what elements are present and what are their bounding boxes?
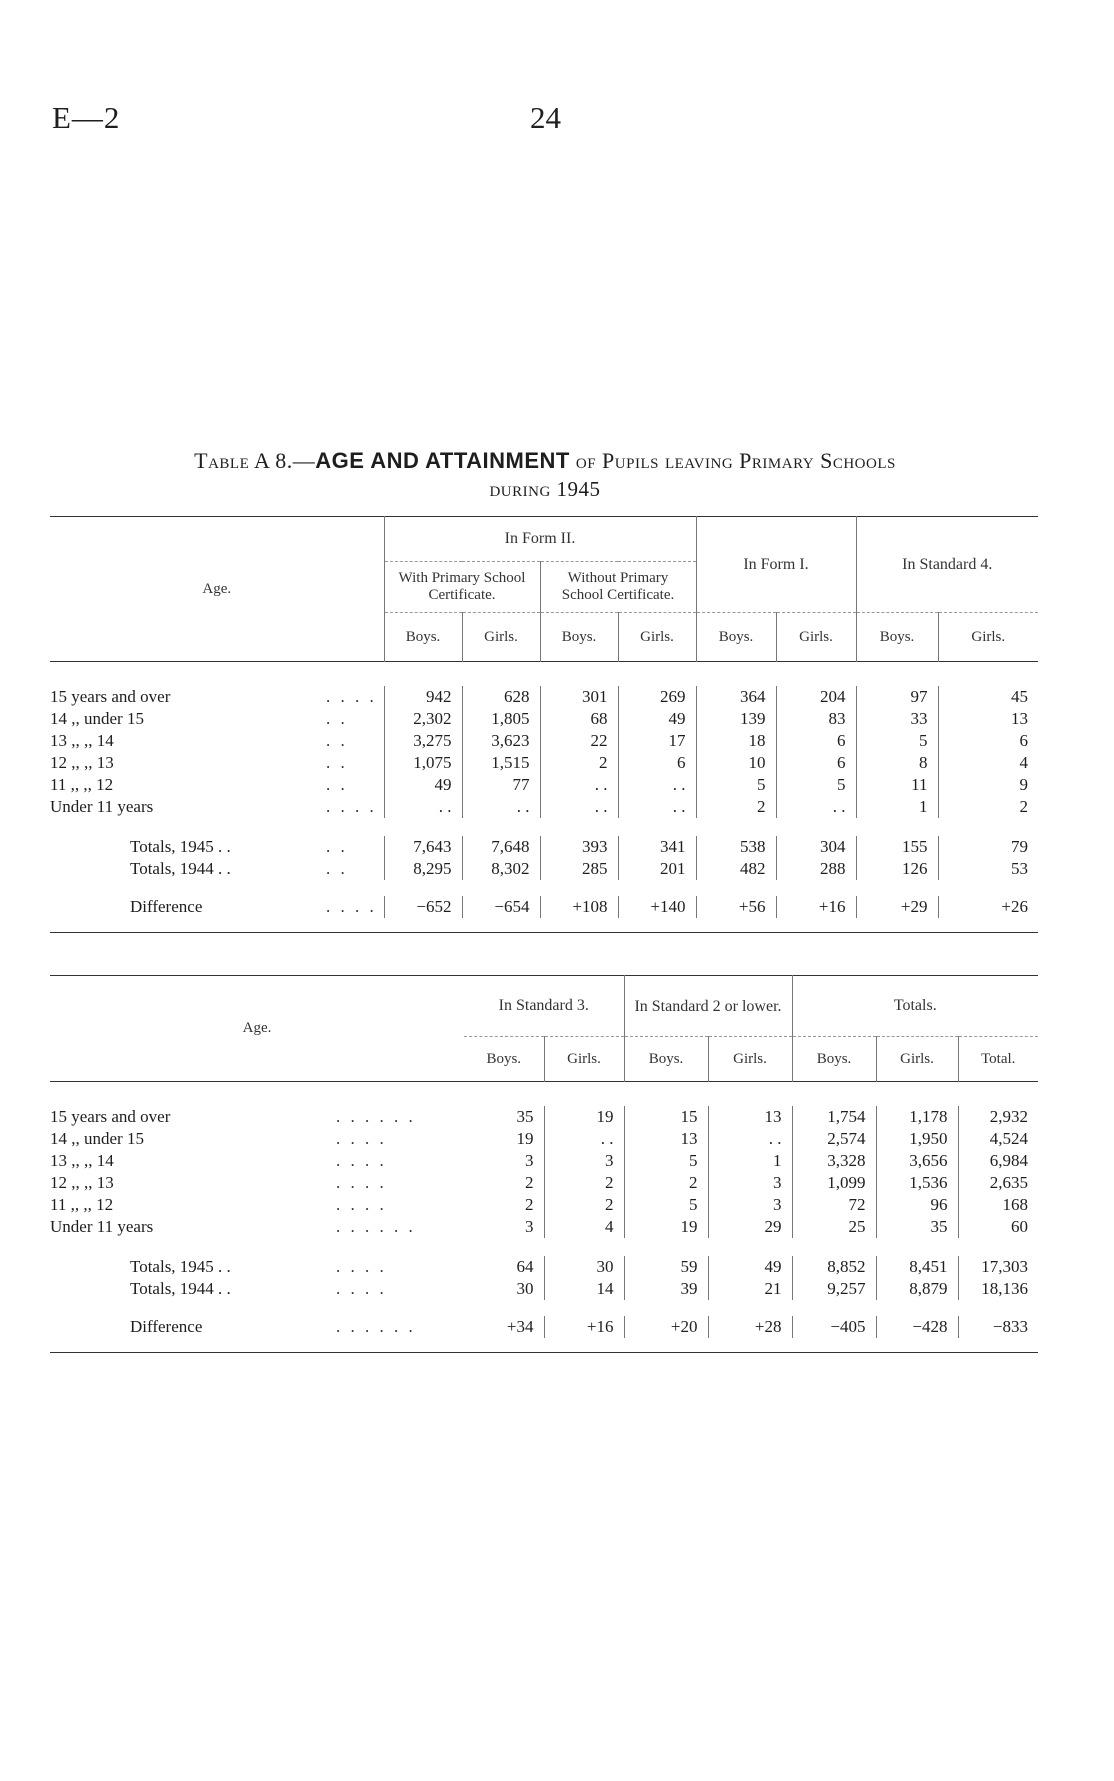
cell-value: 1: [856, 796, 938, 818]
row-label: 14 ,, under 15: [50, 709, 144, 728]
row-label: 11 ,, ,, 12: [50, 1195, 114, 1214]
cell-value: 269: [618, 686, 696, 708]
cell-value: 1,515: [462, 752, 540, 774]
cell-value: 301: [540, 686, 618, 708]
cell-value: 3: [525, 1151, 534, 1170]
cell-value: 19: [624, 1216, 708, 1238]
leader-dots: . . . . . .: [336, 1107, 416, 1126]
cell-value: 8: [856, 752, 938, 774]
row-spacer: [50, 1082, 1038, 1107]
cell-value: 6: [776, 752, 856, 774]
table-row: [50, 752, 1038, 774]
cell-value: 5: [624, 1194, 708, 1216]
col-label: Girls.: [776, 613, 856, 662]
leader-dots: . .: [326, 837, 348, 856]
table-row: [50, 1216, 1038, 1238]
title-prefix: Table A 8.—: [194, 448, 316, 473]
cell-value: 2: [525, 1173, 534, 1192]
cell-value: 4,524: [958, 1128, 1038, 1150]
cell-value: +56: [696, 896, 776, 918]
table-row: [50, 774, 1038, 796]
cell-value: 49: [708, 1256, 792, 1278]
cell-value: 201: [618, 858, 696, 880]
cell-value: 22: [540, 730, 618, 752]
cell-value: . .: [618, 774, 696, 796]
leader-dots: . .: [326, 731, 348, 750]
cell-value: 3: [708, 1172, 792, 1194]
cell-value: 35: [876, 1216, 958, 1238]
cell-value: 4: [544, 1216, 624, 1238]
col-label: Girls.: [618, 613, 696, 662]
table-row: [50, 686, 1038, 708]
leader-dots: . . . .: [336, 1195, 387, 1214]
cell-value: 8,302: [462, 858, 540, 880]
cell-value: 1,805: [462, 708, 540, 730]
cell-value: 9: [938, 774, 1038, 796]
leader-dots: . .: [326, 709, 348, 728]
cell-value: 8,451: [876, 1256, 958, 1278]
cell-value: 3: [525, 1217, 534, 1236]
cell-value: −405: [792, 1316, 876, 1338]
cell-value: . .: [540, 774, 618, 796]
totals-row: [50, 836, 1038, 858]
cell-value: 2,302: [384, 708, 462, 730]
cell-value: 49: [618, 708, 696, 730]
row-label: 11 ,, ,, 12: [50, 775, 114, 794]
leader-dots: . .: [326, 775, 348, 794]
cell-value: 1,536: [876, 1172, 958, 1194]
cell-value: 3,656: [876, 1150, 958, 1172]
cell-value: 17,303: [958, 1256, 1038, 1278]
col-label: Boys.: [696, 613, 776, 662]
cell-value: 13: [938, 708, 1038, 730]
cell-value: 60: [958, 1216, 1038, 1238]
row-spacer: [50, 818, 1038, 836]
cell-value: 538: [696, 836, 776, 858]
cell-value: . .: [384, 796, 462, 818]
age-header: Age.: [242, 1020, 272, 1036]
leader-dots: . . . . . .: [336, 1317, 416, 1336]
cell-value: 8,879: [876, 1278, 958, 1300]
cell-value: 68: [540, 708, 618, 730]
cell-value: 30: [544, 1256, 624, 1278]
cell-value: 628: [462, 686, 540, 708]
group-totals: Totals.: [792, 976, 1038, 1037]
cell-value: 18: [696, 730, 776, 752]
cell-value: 1,178: [876, 1106, 958, 1128]
col-label: Girls.: [938, 613, 1038, 662]
cell-value: 45: [938, 686, 1038, 708]
cell-value: 482: [696, 858, 776, 880]
table-title: [50, 447, 1040, 503]
cell-value: 2,574: [792, 1128, 876, 1150]
cell-value: 5: [856, 730, 938, 752]
cell-value: 5: [696, 774, 776, 796]
table-row: [50, 1128, 1038, 1150]
cell-value: . .: [708, 1128, 792, 1150]
group-form1: In Form I.: [696, 517, 856, 613]
cell-value: 4: [938, 752, 1038, 774]
cell-value: 155: [856, 836, 938, 858]
row-label: 15 years and over: [50, 687, 171, 706]
cell-value: 5: [776, 774, 856, 796]
cell-value: 942: [384, 686, 462, 708]
col-label: Total.: [958, 1037, 1038, 1082]
difference-row: [50, 1316, 1038, 1338]
row-label: 13 ,, ,, 14: [50, 1151, 114, 1170]
cell-value: 83: [776, 708, 856, 730]
cell-value: 13: [708, 1106, 792, 1128]
cell-value: 11: [856, 774, 938, 796]
cell-value: 29: [708, 1216, 792, 1238]
cell-value: 30: [516, 1279, 534, 1298]
cell-value: 8,852: [792, 1256, 876, 1278]
col-label: Boys.: [792, 1037, 876, 1082]
cell-value: 8,295: [384, 858, 462, 880]
cell-value: −833: [958, 1316, 1038, 1338]
cell-value: 19: [544, 1106, 624, 1128]
row-label: 12 ,, ,, 13: [50, 753, 114, 772]
row-label: Totals, 1945 . .: [130, 837, 231, 856]
title-bold: AGE AND ATTAINMENT: [315, 448, 570, 473]
totals-row: [50, 858, 1038, 880]
cell-value: 5: [624, 1150, 708, 1172]
cell-value: +16: [776, 896, 856, 918]
row-spacer: [50, 880, 1038, 896]
cell-value: 13: [624, 1128, 708, 1150]
cell-value: 139: [696, 708, 776, 730]
cell-value: 2,932: [958, 1106, 1038, 1128]
col-label: Girls.: [876, 1037, 958, 1082]
cell-value: 1,099: [792, 1172, 876, 1194]
totals-row: [50, 1278, 1038, 1300]
cell-value: 9,257: [792, 1278, 876, 1300]
cell-value: 2,635: [958, 1172, 1038, 1194]
cell-value: 2: [540, 752, 618, 774]
leader-dots: . .: [326, 859, 348, 878]
cell-value: 364: [696, 686, 776, 708]
cell-value: +108: [540, 896, 618, 918]
cell-value: +140: [618, 896, 696, 918]
cell-value: 77: [462, 774, 540, 796]
cell-value: 1,950: [876, 1128, 958, 1150]
cell-value: 2: [525, 1195, 534, 1214]
cell-value: 2: [938, 796, 1038, 818]
cell-value: +26: [938, 896, 1038, 918]
row-spacer: [50, 1338, 1038, 1353]
cell-value: 18,136: [958, 1278, 1038, 1300]
document-reference: E—2: [52, 100, 121, 135]
col-label: Boys.: [624, 1037, 708, 1082]
cell-value: 168: [958, 1194, 1038, 1216]
row-label: Under 11 years: [50, 797, 154, 816]
leader-dots: . . . .: [336, 1129, 387, 1148]
row-label: 15 years and over: [50, 1107, 171, 1126]
cell-value: +28: [708, 1316, 792, 1338]
group-form2: In Form II.: [384, 517, 696, 562]
cell-value: 288: [776, 858, 856, 880]
cell-value: 33: [856, 708, 938, 730]
leader-dots: . . . .: [336, 1151, 387, 1170]
cell-value: . .: [462, 796, 540, 818]
group-standard3: In Standard 3.: [464, 976, 624, 1037]
row-spacer: [50, 1238, 1038, 1256]
row-spacer: [50, 1300, 1038, 1316]
row-spacer: [50, 662, 1038, 687]
cell-value: 126: [856, 858, 938, 880]
row-label: Totals, 1945 . .: [130, 1257, 231, 1276]
cell-value: +34: [506, 1317, 534, 1336]
cell-value: 49: [384, 774, 462, 796]
cell-value: 25: [792, 1216, 876, 1238]
cell-value: 7,643: [384, 836, 462, 858]
cell-value: 2: [624, 1172, 708, 1194]
cell-value: . .: [776, 796, 856, 818]
row-label: Difference: [130, 897, 203, 916]
cell-value: 3,328: [792, 1150, 876, 1172]
cell-value: 7,648: [462, 836, 540, 858]
table-row: [50, 1194, 1038, 1216]
cell-value: 204: [776, 686, 856, 708]
cell-value: 59: [624, 1256, 708, 1278]
cell-value: 3: [708, 1194, 792, 1216]
subgroup-without-certificate: Without Primary School Certificate.: [540, 562, 696, 613]
leader-dots: . .: [326, 753, 348, 772]
table-row: [50, 730, 1038, 752]
cell-value: 39: [624, 1278, 708, 1300]
col-label: Boys.: [856, 613, 938, 662]
table-form-standard4: [50, 516, 1038, 933]
col-label: Girls.: [708, 1037, 792, 1082]
cell-value: 14: [544, 1278, 624, 1300]
page-number: 24: [530, 100, 561, 135]
cell-value: 64: [516, 1257, 534, 1276]
table-row: [50, 1106, 1038, 1128]
cell-value: 3,623: [462, 730, 540, 752]
table-row: [50, 1172, 1038, 1194]
leader-dots: . . . . . .: [336, 1217, 416, 1236]
difference-row: [50, 896, 1038, 918]
age-header: Age.: [202, 580, 232, 597]
cell-value: 3,275: [384, 730, 462, 752]
row-label: Totals, 1944 . .: [130, 1279, 231, 1298]
cell-value: 341: [618, 836, 696, 858]
cell-value: 15: [624, 1106, 708, 1128]
group-standard2-lower: In Standard 2 or lower.: [624, 976, 792, 1037]
cell-value: 2: [544, 1194, 624, 1216]
cell-value: 96: [876, 1194, 958, 1216]
cell-value: 35: [516, 1107, 534, 1126]
totals-row: [50, 1256, 1038, 1278]
subgroup-with-certificate: With Primary School Certificate.: [384, 562, 540, 613]
cell-value: 6: [938, 730, 1038, 752]
title-rest: of Pupils leaving Primary Schools: [569, 448, 896, 473]
cell-value: 3: [544, 1150, 624, 1172]
cell-value: 6: [618, 752, 696, 774]
cell-value: 97: [856, 686, 938, 708]
cell-value: 2: [696, 796, 776, 818]
leader-dots: . . . .: [326, 897, 377, 916]
col-label: Boys.: [540, 613, 618, 662]
cell-value: 2: [544, 1172, 624, 1194]
cell-value: . .: [540, 796, 618, 818]
row-label: Difference: [130, 1317, 203, 1336]
cell-value: 285: [540, 858, 618, 880]
leader-dots: . . . .: [336, 1279, 387, 1298]
leader-dots: . . . .: [326, 797, 377, 816]
cell-value: 17: [618, 730, 696, 752]
cell-value: 53: [938, 858, 1038, 880]
title-line2: during 1945: [489, 477, 601, 501]
cell-value: 304: [776, 836, 856, 858]
table-row: [50, 796, 1038, 818]
leader-dots: . . . .: [326, 687, 377, 706]
cell-value: 6,984: [958, 1150, 1038, 1172]
cell-value: 6: [776, 730, 856, 752]
row-label: 13 ,, ,, 14: [50, 731, 114, 750]
table-row: [50, 1150, 1038, 1172]
row-label: Totals, 1944 . .: [130, 859, 231, 878]
cell-value: −428: [876, 1316, 958, 1338]
cell-value: 72: [792, 1194, 876, 1216]
col-label: Boys.: [486, 1050, 522, 1067]
row-spacer: [50, 918, 1038, 933]
page-header: [0, 100, 1114, 140]
col-label: Boys.: [384, 613, 462, 662]
cell-value: 79: [938, 836, 1038, 858]
cell-value: 19: [516, 1129, 534, 1148]
cell-value: 21: [708, 1278, 792, 1300]
cell-value: 393: [540, 836, 618, 858]
cell-value: +29: [856, 896, 938, 918]
cell-value: +16: [544, 1316, 624, 1338]
cell-value: 1: [708, 1150, 792, 1172]
row-label: Under 11 years: [50, 1217, 154, 1236]
cell-value: −652: [384, 896, 462, 918]
cell-value: . .: [544, 1128, 624, 1150]
leader-dots: . . . .: [336, 1173, 387, 1192]
row-label: 14 ,, under 15: [50, 1129, 144, 1148]
cell-value: 1,754: [792, 1106, 876, 1128]
row-label: 12 ,, ,, 13: [50, 1173, 114, 1192]
cell-value: 10: [696, 752, 776, 774]
table-row: [50, 708, 1038, 730]
group-standard4: In Standard 4.: [856, 517, 1038, 613]
cell-value: . .: [618, 796, 696, 818]
col-label: Girls.: [462, 613, 540, 662]
cell-value: +20: [624, 1316, 708, 1338]
col-label: Girls.: [544, 1037, 624, 1082]
cell-value: 1,075: [384, 752, 462, 774]
cell-value: −654: [462, 896, 540, 918]
leader-dots: . . . .: [336, 1257, 387, 1276]
table-standard3-totals: [50, 975, 1038, 1353]
